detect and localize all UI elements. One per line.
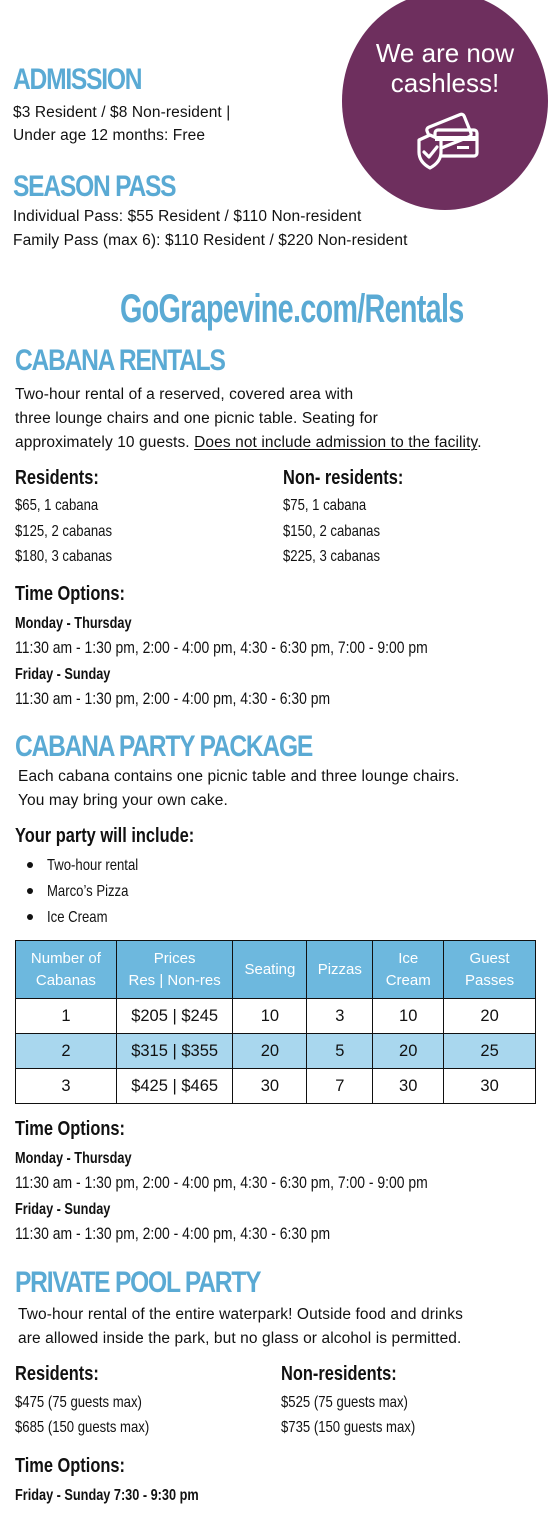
bullet-dot — [27, 914, 33, 920]
party-desc-2: You may bring your own cake. — [18, 792, 228, 809]
cabana-fri-sun-label: Friday - Sunday — [15, 666, 111, 683]
party-include-3: Ice Cream — [47, 909, 108, 926]
party-desc-1: Each cabana contains one picnic table and three lounge chairs. — [18, 768, 460, 785]
season-pass-individual: Individual Pass: $55 Resident / $110 Non-resident — [13, 208, 362, 225]
table-cell: 10 — [373, 999, 444, 1034]
party-fri-sun-label: Friday - Sunday — [15, 1201, 111, 1218]
cabana-resident-price-3: $180, 3 cabanas — [15, 548, 113, 565]
cabana-desc-1: Two-hour rental of a reserved, covered area with — [15, 386, 354, 403]
cabana-nonres-heading: Non- residents: — [283, 467, 404, 489]
cabana-time-options-heading: Time Options: — [15, 583, 125, 605]
badge-line-1: We are now — [375, 38, 515, 68]
table-cell: 20 — [373, 1034, 444, 1069]
cabana-resident-price-2: $125, 2 cabanas — [15, 523, 113, 540]
payment-cards-shield-icon — [413, 110, 479, 170]
table-header-row — [16, 941, 536, 999]
rentals-url-link[interactable]: GoGrapevine.com/Rentals — [120, 287, 464, 331]
party-package-table — [15, 940, 536, 1104]
admission-heading: ADMISSION — [13, 63, 142, 96]
pool-nonres-price-2: $735 (150 guests max) — [281, 1419, 416, 1436]
table-cell: 2 — [16, 1034, 117, 1069]
table-cell: 30 — [373, 1069, 444, 1104]
table-cell: 1 — [16, 999, 117, 1034]
admission-line-1: $3 Resident / $8 Non-resident | — [13, 104, 231, 121]
party-package-heading: CABANA PARTY PACKAGE — [15, 730, 313, 763]
pool-resident-price-2: $685 (150 guests max) — [15, 1419, 150, 1436]
cabana-resident-price-1: $65, 1 cabana — [15, 497, 99, 514]
party-include-1: Two-hour rental — [47, 857, 139, 874]
table-cell: 25 — [444, 1034, 536, 1069]
cabana-mon-thu-times: 11:30 am - 1:30 pm, 2:00 - 4:00 pm, 4:30 - 6:30 pm, 7:00 - 9:00 pm — [15, 638, 428, 657]
pool-resident-price-1: $475 (75 guests max) — [15, 1394, 142, 1411]
table-cell: 7 — [307, 1069, 373, 1104]
cabana-nonres-price-3: $225, 3 cabanas — [283, 548, 381, 565]
table-cell: $315 | $355 — [116, 1034, 233, 1069]
table-cell: 30 — [444, 1069, 536, 1104]
table-cell: $425 | $465 — [116, 1069, 233, 1104]
table-row — [16, 1034, 536, 1069]
pool-desc-2: are allowed inside the park, but no glass or alcohol is permitted. — [18, 1330, 462, 1347]
col-header-pizzas: Pizzas — [307, 941, 373, 999]
table-cell: 20 — [444, 999, 536, 1034]
cabana-desc-3 — [15, 431, 482, 455]
pool-nonres-price-1: $525 (75 guests max) — [281, 1394, 408, 1411]
party-mon-thu-times: 11:30 am - 1:30 pm, 2:00 - 4:00 pm, 4:30 - 6:30 pm, 7:00 - 9:00 pm — [15, 1173, 428, 1192]
party-includes-heading: Your party will include: — [15, 825, 195, 847]
season-pass-heading: SEASON PASS — [13, 170, 176, 203]
pool-residents-heading: Residents: — [15, 1363, 99, 1385]
season-pass-family: Family Pass (max 6): $110 Resident / $220 Non-resident — [13, 232, 408, 249]
party-include-2: Marco’s Pizza — [47, 883, 129, 900]
table-cell: 10 — [233, 999, 307, 1034]
table-cell: 20 — [233, 1034, 307, 1069]
cabana-admission-note: Does not include admission to the facility — [194, 434, 478, 451]
pool-time-options-heading: Time Options: — [15, 1455, 125, 1477]
party-mon-thu-label: Monday - Thursday — [15, 1150, 132, 1167]
table-cell: 30 — [233, 1069, 307, 1104]
cabana-rentals-heading: CABANA RENTALS — [15, 344, 225, 377]
table-row — [16, 999, 536, 1034]
pool-desc-1: Two-hour rental of the entire waterpark! Outside food and drinks — [18, 1306, 463, 1323]
col-header-guest-passes: Guest Passes — [444, 941, 536, 999]
cabana-nonres-price-1: $75, 1 cabana — [283, 497, 367, 514]
table-cell: 3 — [307, 999, 373, 1034]
cabana-desc-2: three lounge chairs and one picnic table. Seating for — [15, 410, 378, 427]
cabana-desc-3a: approximately 10 guests. — [15, 434, 195, 451]
cashless-badge — [342, 0, 548, 210]
bullet-dot — [27, 862, 33, 868]
col-header-ice-cream: Ice Cream — [373, 941, 444, 999]
col-header-prices: Prices Res | Non-res — [116, 941, 233, 999]
party-time-options-heading: Time Options: — [15, 1118, 125, 1140]
col-header-seating: Seating — [233, 941, 307, 999]
pool-times: Friday - Sunday 7:30 - 9:30 pm — [15, 1487, 199, 1504]
cabana-mon-thu-label: Monday - Thursday — [15, 615, 132, 632]
table-cell: 3 — [16, 1069, 117, 1104]
party-fri-sun-times: 11:30 am - 1:30 pm, 2:00 - 4:00 pm, 4:30 - 6:30 pm — [15, 1224, 331, 1243]
table-cell: 5 — [307, 1034, 373, 1069]
pool-party-heading: PRIVATE POOL PARTY — [15, 1266, 261, 1299]
admission-line-2: Under age 12 months: Free — [13, 127, 206, 144]
cabana-nonres-price-2: $150, 2 cabanas — [283, 523, 381, 540]
table-cell: $205 | $245 — [116, 999, 233, 1034]
cabana-fri-sun-times: 11:30 am - 1:30 pm, 2:00 - 4:00 pm, 4:30 - 6:30 pm — [15, 689, 331, 708]
cabana-residents-heading: Residents: — [15, 467, 99, 489]
col-header-cabanas: Number of Cabanas — [16, 941, 117, 999]
badge-line-2: cashless! — [390, 68, 500, 98]
bullet-dot — [27, 888, 33, 894]
pool-nonres-heading: Non-residents: — [281, 1363, 397, 1385]
table-row — [16, 1069, 536, 1104]
cabana-desc-3c: . — [477, 434, 482, 451]
